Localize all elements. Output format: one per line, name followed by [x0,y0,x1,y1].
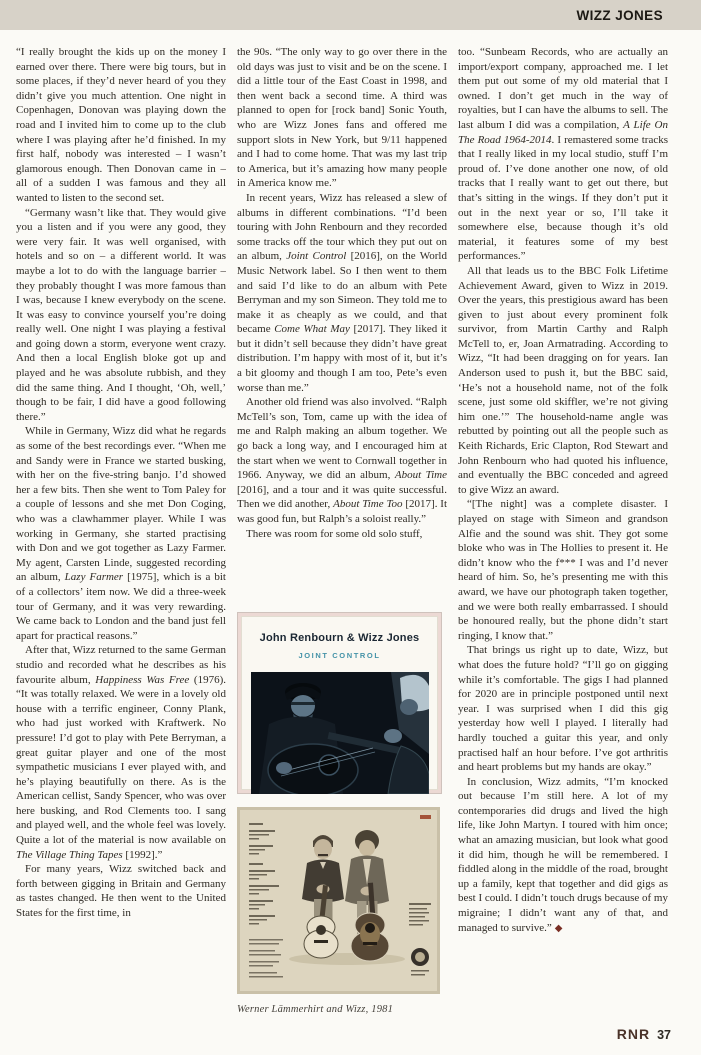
paragraph: “Germany wasn’t like that. They would give you a listen and if you were any good, they were very fair. It was well organised, with hotels and so on – a different world. It was maybe a lot to do with the language barrier – they probably thought I was more famous than I was, because I knew everybody on the scene. It was easy to convince yourself you’re doing really well. One night I was playing a festival and going down a storm, everyone went crazy. And then a local English bloke got up and played and he was absolute rubbish, and they did the same thing. And I thought, ‘Oh, well,’ though to be fair, I did have a good following there.” [16,206,226,423]
page-footer [617,1026,671,1042]
paragraph: the 90s. “The only way to go over there in the old days was just to visit and be on the scene. I did a little tour of the East Coast in 1998, and then went back a second time. A third was planned to open for [rock band] Sonic Youth, who are Wizz Jones fans and offered me support slots in New York, but 9/11 happened and I had to come home. That was my last trip to America, but it’s amazing how many people in America know me.” [237,46,447,190]
album-cover-inner [241,616,438,790]
paragraph: There was room for some old solo stuff, [246,527,423,540]
lp-back-cover-photo [237,807,440,994]
album-cover-joint-control [237,612,442,794]
photo-werner-and-wizz [237,807,440,999]
paragraph: “[The night] was a complete disaster. I played on stage with Simeon and grandson Alfie and the sound was shit. They got some bloke who was in The Hollies to present it. He didn’t know who the f*** I was and I’d never heard of him. So, he’s presenting me with this award, we have our photograph taken together, and we were both really embarrassed. I should be honoured really, but the phone didn’t start ringing, I know that.” [458,498,668,642]
article-column-3 [458,45,668,1055]
paragraph: After that, Wizz returned to the same German studio and recorded what he describes as his favourite album, Happiness Was Free (1976). “It was totally relaxed. We were in a lovely old house with a terrific engineer, Conny Plank, who had just worked with Kraftwerk. No pressure! I’d got to play with Pete Berryman, a great guitar player and one of the most sympathetic musicians I ever played with, and he’s playing beautifully on there. As is the American cellist, Sandy Spencer, who was over here busking, and Rod Clements too. I sang and played well, and the whole feel was lovely. Quite a lot of the material is now available on The Village Thing Tapes [1992].” [16,644,226,861]
magazine-logo: RNR [616,1026,651,1042]
end-diamond-icon: ◆ [554,922,563,934]
album-artist-title: John Renbourn & Wizz Jones [259,632,420,644]
paragraph: Another old friend was also involved. “Ralph McTell’s son, Tom, came up with the idea of me and Ralph making an album together. We go back a long way, and I encouraged him at the start when we went to Cornwall together in 1966. Anyway, we did an album, About Time [2016], and a tour and it was quite successful. Then we did another, About Time Too [2017]. It was good fun, but Ralph’s a soloist really.” [237,396,447,525]
paragraph: For many years, Wizz switched back and forth between gigging in Britain and Germany as tastes changed. He then went to the United States for the first time, in [16,863,226,920]
page-number: 37 [657,1028,671,1042]
paragraph: That brings us right up to date, Wizz, but what does the future hold? “I’ll go on gigging while it’s comfortable. The gigs I had planned for 2020 are in principle postponed until next year. I was surprised when I did this gig yesterday how well I played. I literally had hardly touched a guitar this year, and only practised half an hour before. I’ve got arthritis and heart problems but my hands are okay.” [458,644,668,774]
article-column-2 [237,45,447,1055]
paragraph: too. “Sunbeam Records, who are actually an import/export company, approached me. I let them put out some of my old material that I owned. I don’t get much in the way of royalties, but I can have the albums to sell. The last album I did was a compilation, A Life On The Road 1964-2014. I remastered some tracks that I really liked in my local studio, stuff I’m proud of. I’ve done another one now, of old tracks that I really want to get out there, but that’s sitting in the wings. If they don’t put it out in the next year or so, I’ll take it somewhere else, because though it’s old material, it features some of my best performances.” [458,46,668,263]
page-title: WIZZ JONES [576,7,663,23]
article-column-2-text [237,45,447,612]
article-column-1 [16,45,226,1055]
page-header [0,0,701,30]
album-title: JOINT CONTROL [298,650,381,660]
album-photo-guitarists [251,672,429,794]
article-body [0,30,701,1055]
paragraph: While in Germany, Wizz did what he regards as some of the best recordings ever. “When me and Sandy were in France we started busking, with her on the five-string banjo. I’d showed her a few bits. Then she went to Tom Paley for a couple of lessons and she met Don Coging, who was a clawhammer player. While I was working in Germany, she started practising with Don and we got together as Lazy Farmer. My agent, Carsten Linde, suggested recording an album, Lazy Farmer [1975], which is a bit of a collectors’ item now. We did a three-week tour of Germany, and it was very rewarding. We came back to London and the band just fell apart for practical reasons.” [16,425,226,642]
paragraph: In conclusion, Wizz admits, “I’m knocked out because I’m still here. A lot of my contemporaries did drugs and lived the high life, like John Martyn. I toured with him once; what an amazing musician, but look what good it did him, though he will be remembered. I fiddled along in the middle of the road, brought up a family, kept that together and did gigs as best I could. I didn’t touch drugs because of my migraine; I didn’t want any of that, and managed to survive.” ◆ [458,775,668,934]
photo-caption: Werner Lämmerhirt and Wizz, 1981 [237,1003,394,1015]
paragraph: All that leads us to the BBC Folk Lifetime Achievement Award, given to Wizz in 2019. Over the years, this prestigious award has been given to just about every prominent folk survivor, from Martin Carthy and Ralph McTell to, er, Joan Armatrading. According to Wizz, “It had been dragging on for years. Ian Anderson used to push it, but the BBC said, ‘He’s not a household name, not of the folk scene, just some old skiffler, we’re not giving him one.’” The household-name angle was rebutted by pointing out all the people such as Keith Richards, Eric Clapton, Rod Stewart and John Renbourn who had quoted his influence, and eventually the BBC conceded and agreed to give Wizz an award. [458,264,668,496]
paragraph: In recent years, Wizz has released a slew of albums in different combinations. “I’d been touring with John Renbourn and they recorded some tracks off the tour which they put out on an album, Joint Control [2016], on the World Music Network label. So I then went to them and said I’d like to do an album with Pete Berryman and my son Simeon. They told me to make it as cheaply as we could, and that became Come What May [2017]. They liked it but it didn’t sell because they didn’t have great distribution. I’m happy with most of it, but it’s a bit gloomy and though I am too, Pete’s even worse than me.” [237,191,447,394]
paragraph: “I really brought the kids up on the money I earned over there. There were big tours, but in some places, if they’d never heard of you they didn’t give you much attention. One night in Copenhagen, Donovan was playing down the road and I invited him to come up to the club where I was playing after he’d finished. In my first half, nobody was interested – I wasn’t glamorous enough. Then Donovan came in – all of a sudden I was famous and they all wanted to listen to the second set. [16,46,226,204]
